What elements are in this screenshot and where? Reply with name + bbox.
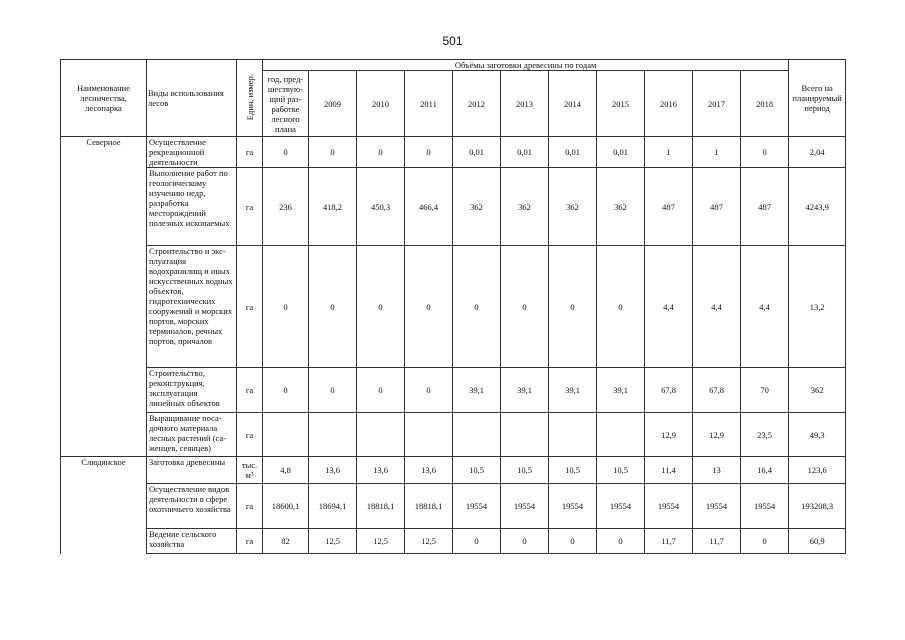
cell-total: 123,6	[789, 457, 846, 484]
cell-total: 2,04	[789, 137, 846, 168]
cell-value: 487	[741, 168, 789, 246]
cell-value: 0	[549, 246, 597, 368]
header-year: 2018	[741, 71, 789, 137]
cell-total: 13,2	[789, 246, 846, 368]
cell-value: 0	[405, 368, 453, 413]
cell-value: 67,8	[693, 368, 741, 413]
cell-value: 19554	[501, 484, 549, 529]
cell-value: 19554	[693, 484, 741, 529]
header-group-title: Объёмы заготовки древесины по годам	[263, 60, 789, 71]
cell-value: 0	[263, 246, 309, 368]
cell-use-type: Строительство и экс-плуатация водохранилищ и иных искусственных водных объектов, гидротехнических сооружений и морских портов, морских терминалов, речных портов, причалов	[147, 246, 237, 368]
cell-value: 12,5	[309, 529, 357, 554]
cell-unit: га	[237, 368, 263, 413]
cell-value: 18818,1	[357, 484, 405, 529]
cell-value: 70	[741, 368, 789, 413]
cell-value: 12,5	[405, 529, 453, 554]
cell-value: 10,5	[453, 457, 501, 484]
table-row	[61, 368, 846, 413]
cell-value	[263, 413, 309, 457]
cell-value: 11,7	[693, 529, 741, 554]
cell-use-type: Выполнение работ по геологическому изучению недр, разработка месторождений полезных ископаемых	[147, 168, 237, 246]
header-year: 2009	[309, 71, 357, 137]
cell-value: 39,1	[597, 368, 645, 413]
cell-value: 10,5	[597, 457, 645, 484]
header-unit: Един. измер.	[237, 60, 263, 137]
header-year: 2016	[645, 71, 693, 137]
cell-value: 12,9	[693, 413, 741, 457]
cell-value: 0	[597, 246, 645, 368]
cell-value: 12,9	[645, 413, 693, 457]
cell-value	[309, 413, 357, 457]
cell-forestry	[61, 168, 147, 246]
cell-value: 13,6	[309, 457, 357, 484]
cell-value: 362	[501, 168, 549, 246]
cell-value: 0	[741, 529, 789, 554]
cell-value: 39,1	[453, 368, 501, 413]
table-row	[61, 529, 846, 554]
cell-value: 362	[549, 168, 597, 246]
cell-value: 0	[309, 246, 357, 368]
cell-total: 193208,3	[789, 484, 846, 529]
cell-unit: га	[237, 246, 263, 368]
cell-value: 18818,1	[405, 484, 453, 529]
cell-value: 0	[501, 246, 549, 368]
cell-value: 0,01	[501, 137, 549, 168]
cell-value: 0	[309, 368, 357, 413]
cell-value	[405, 413, 453, 457]
cell-unit: га	[237, 168, 263, 246]
cell-value: 0	[405, 246, 453, 368]
cell-value	[501, 413, 549, 457]
cell-value	[357, 413, 405, 457]
page-number: 501	[442, 34, 463, 48]
cell-forestry: Слюдянское	[61, 457, 147, 484]
cell-value: 13	[693, 457, 741, 484]
cell-value: 0	[357, 137, 405, 168]
cell-total: 49,3	[789, 413, 846, 457]
cell-use-type: Выращивание поса-дочного материала лесных растений (са-женцев, сеянцев)	[147, 413, 237, 457]
cell-value: 0	[741, 137, 789, 168]
cell-value: 466,4	[405, 168, 453, 246]
cell-value: 487	[645, 168, 693, 246]
cell-use-type: Осуществление рекреационной деятельности	[147, 137, 237, 168]
cell-value	[549, 413, 597, 457]
cell-total: 60,9	[789, 529, 846, 554]
cell-use-type: Строительство, реконструкция, эксплуатация линейных объектов	[147, 368, 237, 413]
cell-value: 0,01	[549, 137, 597, 168]
cell-forestry	[61, 484, 147, 529]
cell-value: 0	[357, 246, 405, 368]
header-year: 2011	[405, 71, 453, 137]
cell-value: 67,8	[645, 368, 693, 413]
cell-value: 0	[453, 246, 501, 368]
cell-value: 4,8	[263, 457, 309, 484]
cell-value: 39,1	[549, 368, 597, 413]
cell-value: 4,4	[645, 246, 693, 368]
cell-value: 82	[263, 529, 309, 554]
header-use-type: Виды использования лесов	[147, 60, 237, 137]
cell-value: 4,4	[693, 246, 741, 368]
cell-value: 19554	[741, 484, 789, 529]
cell-forestry	[61, 529, 147, 554]
header-year: 2013	[501, 71, 549, 137]
cell-unit: тыс. м³	[237, 457, 263, 484]
cell-value: 23,5	[741, 413, 789, 457]
table-body	[61, 137, 846, 554]
cell-value: 19554	[549, 484, 597, 529]
header-year: 2015	[597, 71, 645, 137]
cell-value: 10,5	[501, 457, 549, 484]
cell-total: 4243,9	[789, 168, 846, 246]
cell-value: 362	[597, 168, 645, 246]
cell-value: 0	[405, 137, 453, 168]
header-year: 2012	[453, 71, 501, 137]
cell-value: 19554	[453, 484, 501, 529]
cell-value: 0	[597, 529, 645, 554]
cell-value: 12,5	[357, 529, 405, 554]
header-year: 2010	[357, 71, 405, 137]
cell-use-type: Осуществление видов деятельности в сфере охотничьего хозяйства	[147, 484, 237, 529]
cell-value: 13,6	[405, 457, 453, 484]
header-year: 2014	[549, 71, 597, 137]
cell-value: 18694,1	[309, 484, 357, 529]
cell-value: 10,5	[549, 457, 597, 484]
cell-unit: га	[237, 529, 263, 554]
table-row	[61, 484, 846, 529]
cell-value: 1	[645, 137, 693, 168]
cell-value: 487	[693, 168, 741, 246]
cell-value: 11,7	[645, 529, 693, 554]
harvest-volume-table	[60, 59, 846, 554]
header-forestry: Наименование лесничества, лесопарка	[61, 60, 147, 137]
cell-value: 1	[693, 137, 741, 168]
table-row	[61, 168, 846, 246]
cell-value: 0	[357, 368, 405, 413]
cell-value: 450,3	[357, 168, 405, 246]
cell-value	[453, 413, 501, 457]
cell-value: 13,6	[357, 457, 405, 484]
cell-total: 362	[789, 368, 846, 413]
table-row	[61, 457, 846, 484]
table-row	[61, 246, 846, 368]
cell-use-type: Заготовка древесины	[147, 457, 237, 484]
cell-forestry: Северное	[61, 137, 147, 168]
cell-value: 0	[549, 529, 597, 554]
cell-value: 39,1	[501, 368, 549, 413]
cell-value: 19554	[645, 484, 693, 529]
cell-forestry	[61, 368, 147, 413]
cell-unit: га	[237, 484, 263, 529]
cell-value: 0	[309, 137, 357, 168]
cell-value: 4,4	[741, 246, 789, 368]
cell-value: 19554	[597, 484, 645, 529]
cell-value: 0	[263, 368, 309, 413]
cell-value: 16,4	[741, 457, 789, 484]
cell-value: 362	[453, 168, 501, 246]
cell-value: 236	[263, 168, 309, 246]
table-row	[61, 413, 846, 457]
cell-value: 0	[453, 529, 501, 554]
cell-value: 418,2	[309, 168, 357, 246]
header-year: 2017	[693, 71, 741, 137]
cell-value	[597, 413, 645, 457]
header-total: Всего на планируемый период	[789, 60, 846, 137]
cell-value: 0,01	[597, 137, 645, 168]
cell-forestry	[61, 246, 147, 368]
cell-forestry	[61, 413, 147, 457]
table-row	[61, 137, 846, 168]
cell-value: 0	[501, 529, 549, 554]
cell-value: 0,01	[453, 137, 501, 168]
cell-value: 18600,1	[263, 484, 309, 529]
cell-unit: га	[237, 137, 263, 168]
cell-use-type: Ведение сельского хозяйства	[147, 529, 237, 554]
header-prev-period: год, пред-шествую-щий раз-работке лесного плана	[263, 71, 309, 137]
cell-unit: га	[237, 413, 263, 457]
cell-value: 11,4	[645, 457, 693, 484]
cell-value: 0	[263, 137, 309, 168]
